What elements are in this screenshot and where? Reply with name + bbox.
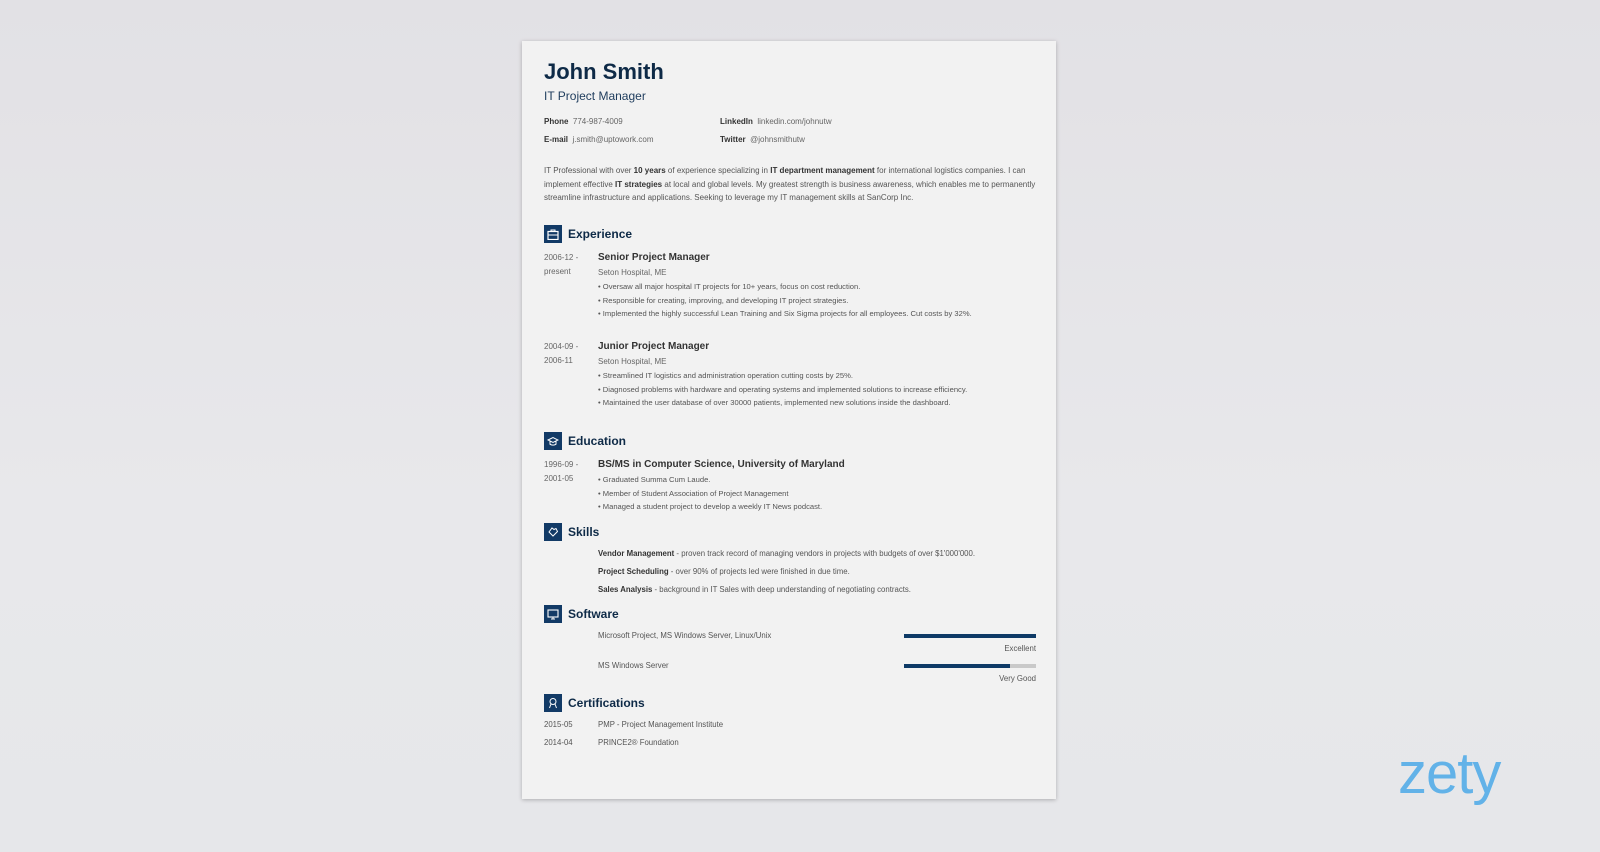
monitor-icon xyxy=(544,605,562,623)
section-heading: Skills xyxy=(568,525,600,539)
cert-name: PMP - Project Management Institute xyxy=(598,720,724,729)
skill-item: Sales Analysis - background in IT Sales with deep understanding of negotiating contracts. xyxy=(598,585,911,594)
cert-date: 2014-04 xyxy=(544,738,573,747)
resume-page xyxy=(522,41,1056,799)
phone-value: 774-987-4009 xyxy=(572,117,623,126)
job-org: Seton Hospital, ME xyxy=(598,268,667,277)
contact-phone xyxy=(544,117,623,126)
list-item: • Member of Student Association of Project Management xyxy=(598,487,822,501)
software-name: Microsoft Project, MS Windows Server, Linux/Unix xyxy=(598,631,772,640)
contact-linkedin xyxy=(720,117,832,126)
education-bullets xyxy=(598,473,822,514)
list-item: • Responsible for creating, improving, and developing IT project strategies. xyxy=(598,294,972,308)
list-item: • Graduated Summa Cum Laude. xyxy=(598,473,822,487)
graduation-cap-icon xyxy=(544,432,562,450)
summary: IT Professional with over 10 years of experience specializing in IT department management for international logistics companies. I can implement effective IT strategies at local and global levels. My greatest strength is business awareness, which enables me to permanently streamline infrastructure and applications. Seeking to leverage my IT management skills at SanCorp Inc. xyxy=(544,166,1036,202)
contact-twitter xyxy=(720,135,805,144)
job-role: Senior Project Manager xyxy=(598,252,710,263)
skill-item: Vendor Management - proven track record of managing vendors in projects with budgets of over $1'000'000. xyxy=(598,549,975,558)
education-degree: BS/MS in Computer Science, University of Maryland xyxy=(598,459,845,470)
cert-date: 2015-05 xyxy=(544,720,573,729)
list-item: • Managed a student project to develop a weekly IT News podcast. xyxy=(598,500,822,514)
cert-name: PRINCE2® Foundation xyxy=(598,738,679,747)
software-level: Very Good xyxy=(999,674,1036,683)
software-level-bar xyxy=(904,664,1036,668)
software-level: Excellent xyxy=(1004,644,1036,653)
job-date: 2004-09 - 2006-11 xyxy=(544,342,579,365)
phone-label: Phone xyxy=(544,117,569,126)
job-org: Seton Hospital, ME xyxy=(598,357,667,366)
job-date: 2006-12 - present xyxy=(544,253,579,276)
handshake-icon xyxy=(544,523,562,541)
list-item: • Streamlined IT logistics and administration operation cutting costs by 25%. xyxy=(598,369,967,383)
list-item: • Maintained the user database of over 30000 patients, implemented new solutions inside the dashboard. xyxy=(598,396,967,410)
list-item: • Diagnosed problems with hardware and operating systems and implemented solutions to increase efficiency. xyxy=(598,383,967,397)
section-heading: Certifications xyxy=(568,696,645,710)
linkedin-value: linkedin.com/johnutw xyxy=(757,117,832,126)
software-name: MS Windows Server xyxy=(598,661,669,670)
contact-email xyxy=(544,135,654,144)
level-fill xyxy=(904,634,1036,638)
job-role: Junior Project Manager xyxy=(598,341,710,352)
zety-logo: zety xyxy=(1398,741,1501,806)
level-fill xyxy=(904,664,1010,668)
linkedin-label: LinkedIn xyxy=(720,117,753,126)
section-experience xyxy=(544,225,632,243)
resume-name: John Smith xyxy=(544,59,664,84)
award-icon xyxy=(544,694,562,712)
resume-title: IT Project Manager xyxy=(544,89,646,103)
section-skills xyxy=(544,523,599,541)
section-education xyxy=(544,432,626,450)
section-heading: Software xyxy=(568,607,619,621)
twitter-value: @johnsmithutw xyxy=(750,135,805,144)
section-heading: Experience xyxy=(568,227,633,241)
list-item: • Implemented the highly successful Lean Training and Six Sigma projects for all employees. Cut costs by 32%. xyxy=(598,307,972,321)
email-value: j.smith@uptowork.com xyxy=(572,135,654,144)
twitter-label: Twitter xyxy=(720,135,746,144)
section-heading: Education xyxy=(568,434,627,448)
education-date: 1996-09 - 2001-05 xyxy=(544,460,579,483)
section-certifications xyxy=(544,694,645,712)
section-software xyxy=(544,605,619,623)
job-bullets xyxy=(598,280,972,321)
briefcase-icon xyxy=(544,225,562,243)
skill-item: Project Scheduling - over 90% of projects led were finished in due time. xyxy=(598,567,850,576)
email-label: E-mail xyxy=(544,135,569,144)
software-level-bar xyxy=(904,634,1036,638)
job-bullets xyxy=(598,369,967,410)
list-item: • Oversaw all major hospital IT projects for 10+ years, focus on cost reduction. xyxy=(598,280,972,294)
